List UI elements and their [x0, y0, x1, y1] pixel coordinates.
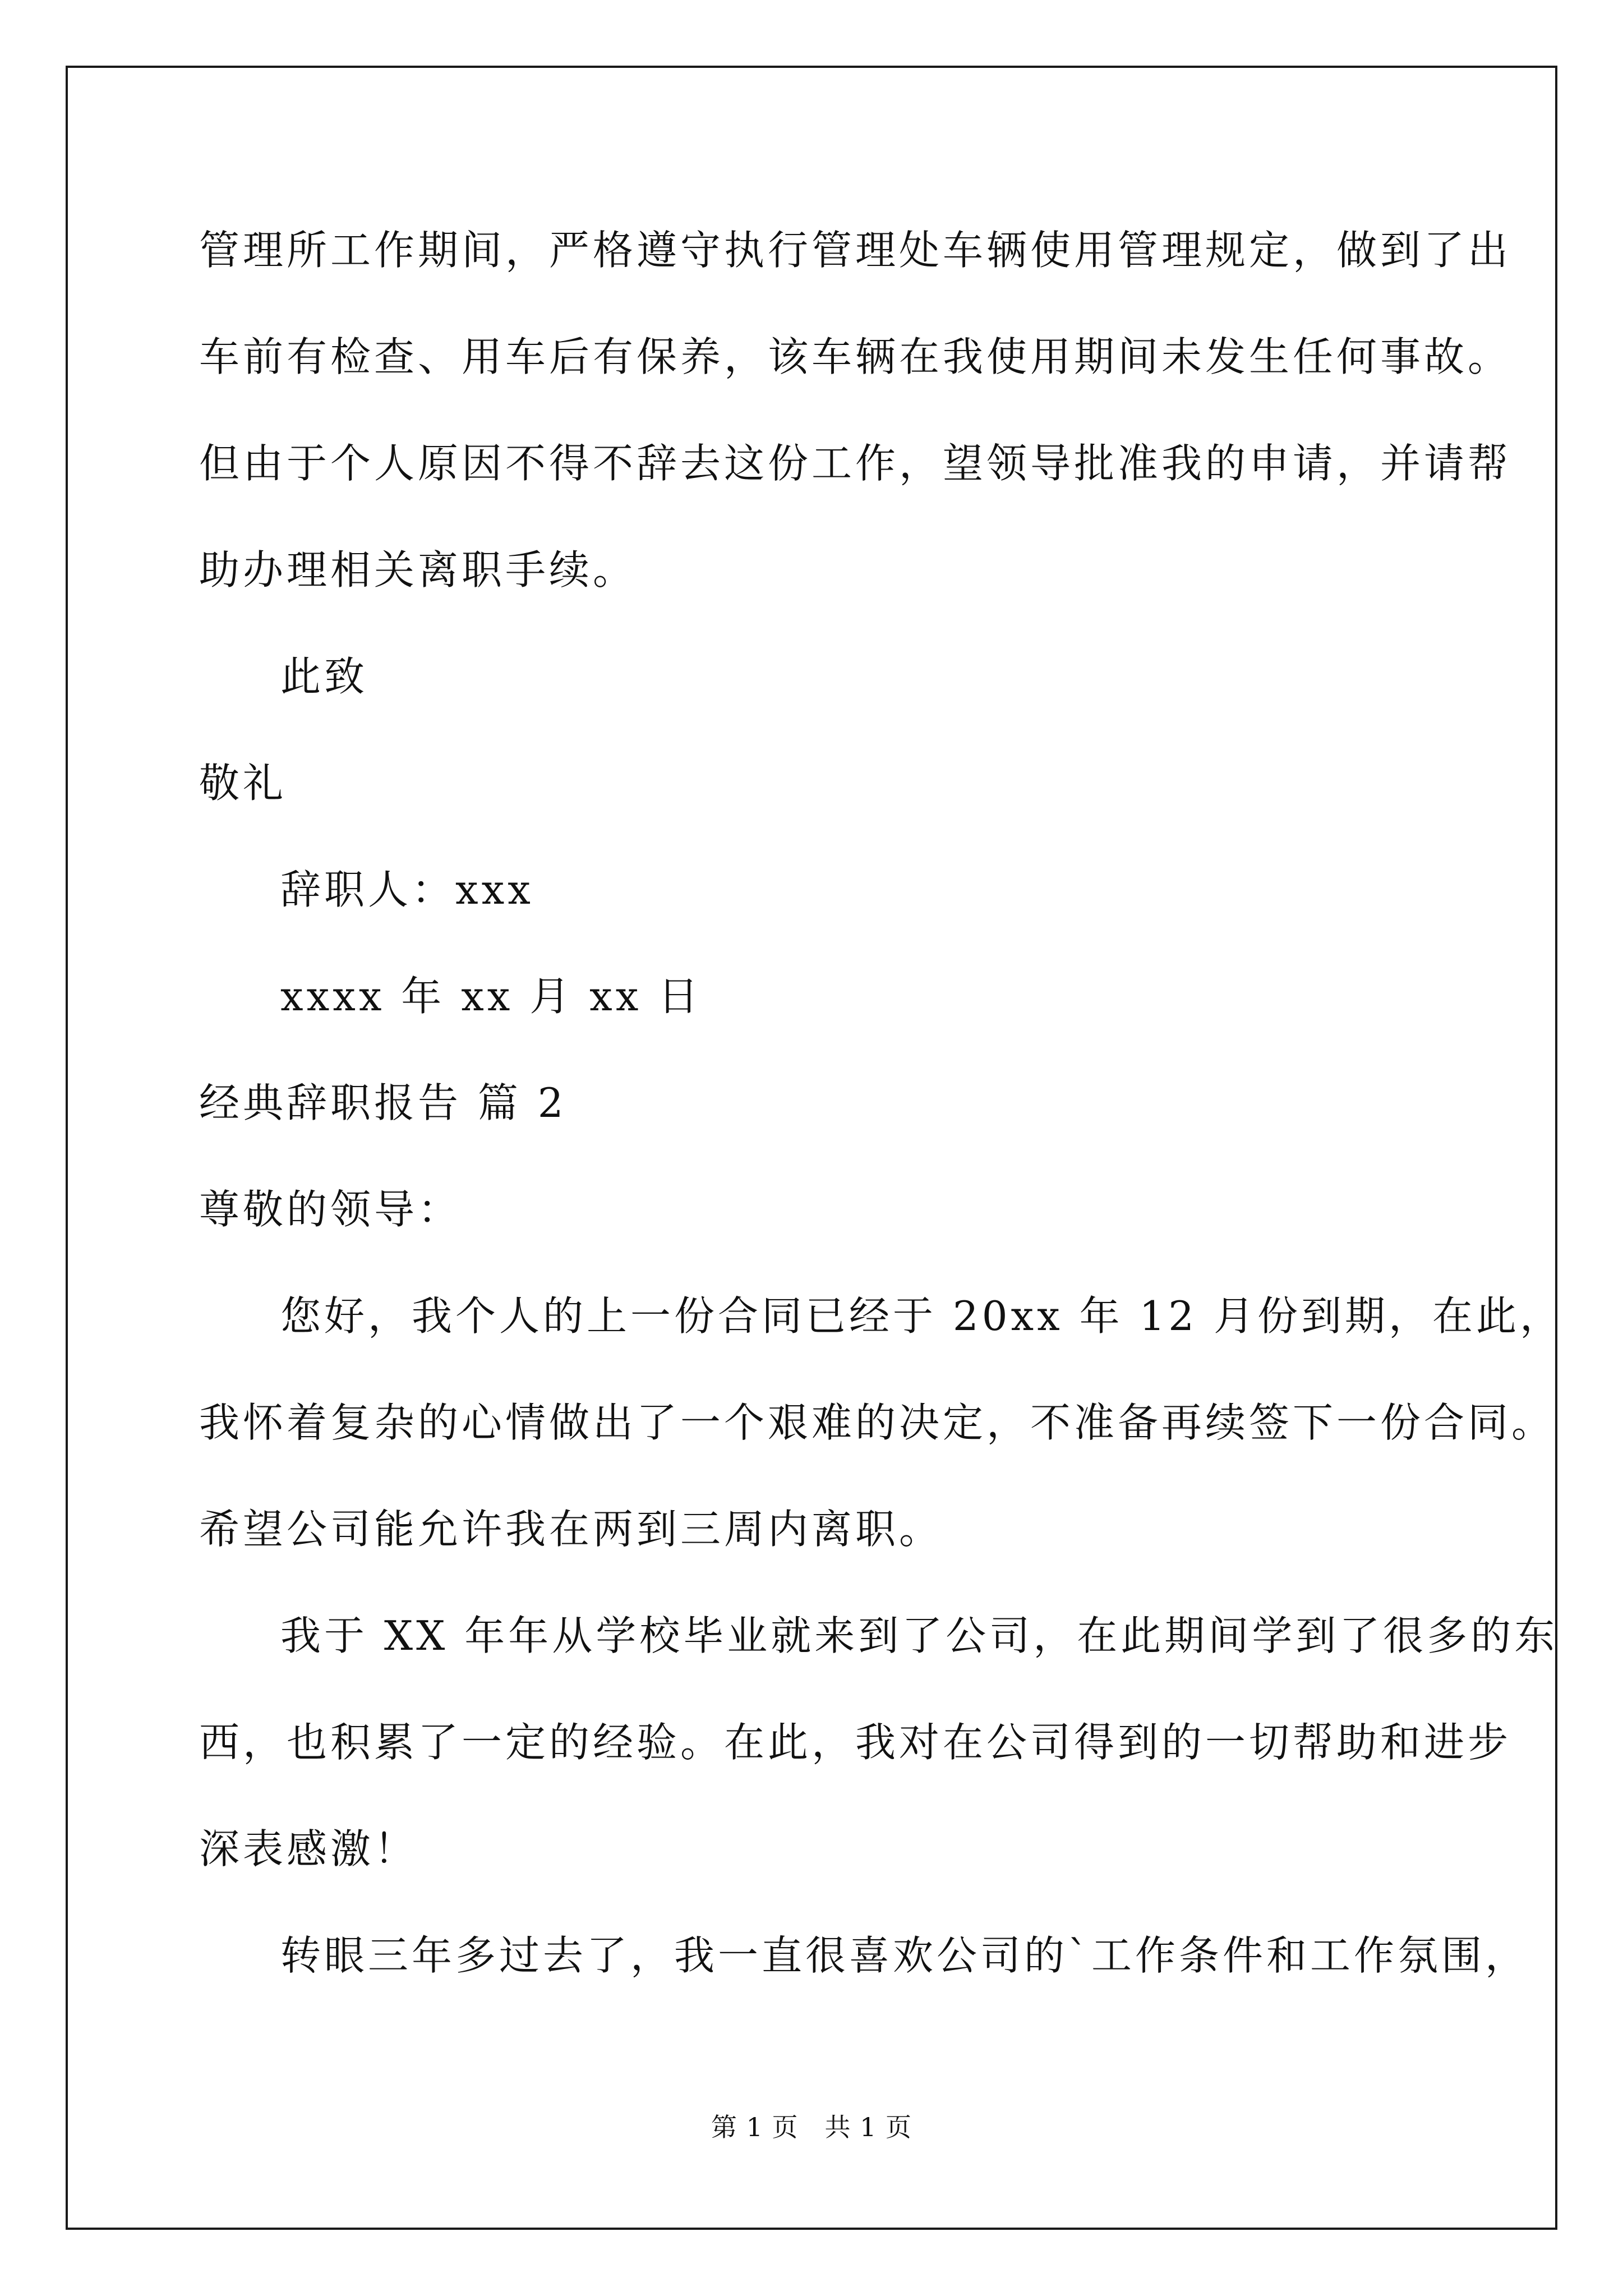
body-line-7: 希望公司能允许我在两到三周内离职。 [199, 1506, 943, 1553]
body-line-5: 您好，我个人的上一份合同已经于 20xx 年 12 月份到期，在此， [280, 1292, 1564, 1340]
body-line-3: 但由于个人原因不得不辞去这份工作，望领导批准我的申请，并请帮 [199, 440, 1512, 487]
body-line-9: 西，也积累了一定的经验。在此，我对在公司得到的一切帮助和进步 [199, 1719, 1512, 1766]
body-line-2: 车前有检查、用车后有保养，该车辆在我使用期间未发生任何事故。 [199, 333, 1512, 380]
signature-name: 辞职人：xxx [280, 866, 534, 913]
body-line-8: 我于 XX 年年从学校毕业就来到了公司，在此期间学到了很多的东 [280, 1612, 1559, 1659]
section-heading: 经典辞职报告 篇 2 [199, 1079, 567, 1126]
closing-salutation: 此致 [280, 653, 368, 700]
greeting: 尊敬的领导： [199, 1186, 462, 1233]
signature-date: xxxx 年 xx 月 xx 日 [280, 973, 702, 1020]
body-line-4: 助办理相关离职手续。 [199, 546, 637, 593]
body-line-1: 管理所工作期间，严格遵守执行管理处车辆使用管理规定，做到了出 [199, 227, 1512, 274]
body-line-10: 深表感激！ [199, 1825, 418, 1872]
page-number: 第 1 页 共 1 页 [711, 2112, 912, 2142]
body-line-11: 转眼三年多过去了，我一直很喜欢公司的`工作条件和工作氛围， [280, 1932, 1529, 1979]
closing-regards: 敬礼 [199, 760, 287, 807]
page-border [66, 66, 1557, 2230]
body-line-6: 我怀着复杂的心情做出了一个艰难的决定，不准备再续签下一份合同。 [199, 1399, 1556, 1446]
